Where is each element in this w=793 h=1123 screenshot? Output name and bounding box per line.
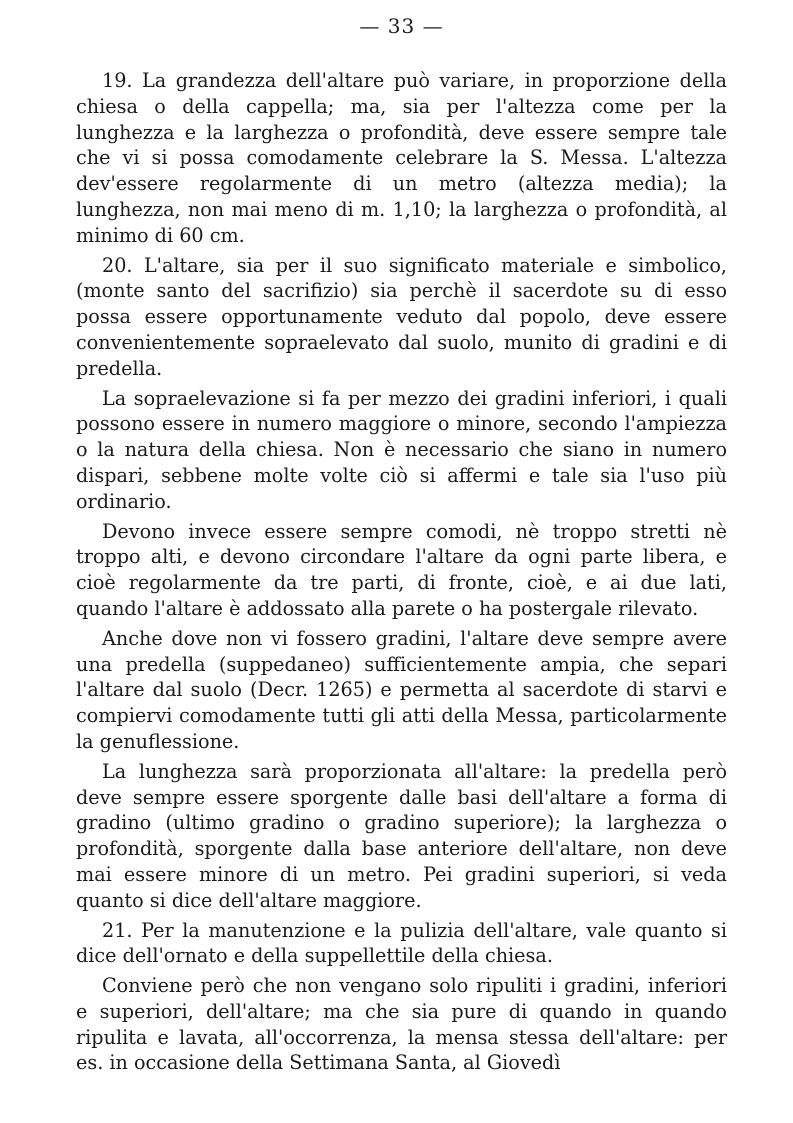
paragraph-19: 19. La grandezza dell'altare può variare, in proporzione della chiesa o della cappella; ma, sia per l'altezza come per la lunghezza e la larghezza o profondità, deve essere sempre tale che vi si possa comodamente celebrare la S. Messa. L'altezza dev'essere regolarmente di un metro (altezza media); la lunghezza, non mai meno di m. 1,10; la larghezza o profondità, al minimo di 60 cm.	[76, 69, 727, 247]
paragraph-conviene: Conviene però che non vengano solo ripuliti i gradini, inferiori e superiori, dell'altare; ma che sia pure di quando in quando ripulita e lavata, all'occorrenza, la mensa stessa dell'altare: per es. in occasione della Settimana Santa, al Giovedì	[76, 974, 727, 1075]
paragraph-sopraelevazione: La sopraelevazione si fa per mezzo dei gradini inferiori, i quali possono essere in numero maggiore o minore, secondo l'ampiezza o la natura della chiesa. Non è necessario che siano in numero dispari, sebbene molte volte ciò si affermi e tale sia l'uso più ordinario.	[76, 386, 727, 513]
paragraph-gradini: Devono invece essere sempre comodi, nè troppo stretti nè troppo alti, e devono circondare l'altare da ogni parte libera, e cioè regolarmente da tre parti, di fronte, cioè, e ai due lati, quando l'altare è addossato alla parete o ha postergale rilevato.	[76, 519, 727, 620]
paragraph-20: 20. L'altare, sia per il suo significato materiale e simbolico, (monte santo del sacrifizio) sia perchè il sacerdote su di esso possa essere opportunamente veduto dal popolo, deve essere convenientemente sopraelevato dal suolo, munito di gradini e di predella.	[76, 253, 727, 380]
paragraph-21: 21. Per la manutenzione e la pulizia dell'altare, vale quanto si dice dell'ornato e della suppellettile della chiesa.	[76, 918, 727, 968]
page-number: — 33 —	[359, 14, 444, 38]
paragraph-predella: Anche dove non vi fossero gradini, l'altare deve sempre avere una predella (suppedaneo) sufficientemente ampia, che separi l'altare dal suolo (Decr. 1265) e permetta al sacerdote di starvi e compiervi comodamente tutti gli atti della Messa, particolarmente la genuflessione.	[76, 626, 727, 753]
paragraph-lunghezza: La lunghezza sarà proporzionata all'altare: la predella però deve sempre essere sporgente dalle basi dell'altare a forma di gradino (ultimo gradino o gradino superiore); la larghezza o profondità, sporgente dalla base anteriore dell'altare, non deve mai essere minore di un metro. Pei gradini superiori, si veda quanto si dice dell'altare maggiore.	[76, 759, 727, 912]
